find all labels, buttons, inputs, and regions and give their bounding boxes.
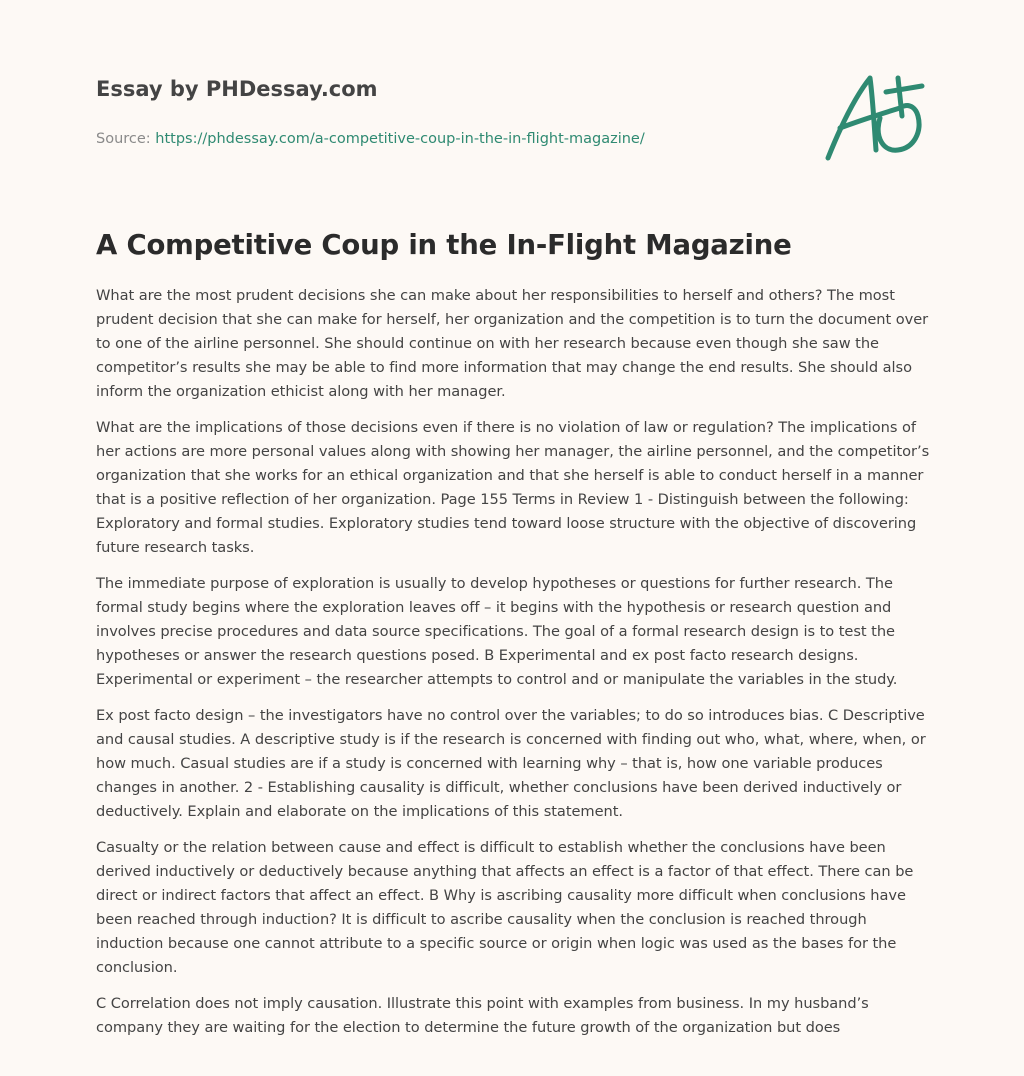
- article-paragraph: C Correlation does not imply causation. Illustrate this point with examples from business. In my husband’s company they are waiting for the election to determine the future growth of the organization but does: [96, 995, 869, 1036]
- source-label: Source:: [96, 131, 151, 147]
- a-plus-logo-icon: [818, 66, 930, 166]
- source-line: [96, 129, 796, 149]
- page-header: [96, 74, 796, 149]
- article-paragraph: Ex post facto design – the investigators have no control over the variables; to do so introduces bias. C Descriptive and causal studies. A descriptive study is if the research is concerned with finding out who, what, where, when, or how much. Casual studies are if a study is concerned with learning why – that is, how one variable produces changes in another. 2 - Establishing causality is difficult, whether conclusions have been derived inductively or deductively. Explain and elaborate on the implications of this statement.: [96, 707, 926, 820]
- article-title: A Competitive Coup in the In-Flight Magazine: [96, 229, 792, 261]
- article-paragraph: What are the implications of those decisions even if there is no violation of law or regulation? The implications of her actions are more personal values along with showing her manager, the airline personnel, and the competitor’s organization that she works for an ethical organization and that she herself is able to conduct herself in a manner that is a positive reflection of her organization. Page 155 Terms in Review 1 - Distinguish between the following: Exploratory and formal studies. Exploratory studies tend toward loose structure with the objective of discovering future research tasks.: [96, 419, 930, 556]
- article-paragraph: What are the most prudent decisions she can make about her responsibilities to herself and others? The most prudent decision that she can make for herself, her organization and the competition is to turn the document over to one of the airline personnel. She should continue on with her research because even though she saw the competitor’s results she may be able to find more information that may change the end results. She should also inform the organization ethicist along with her manager.: [96, 287, 929, 400]
- article-paragraph: The immediate purpose of exploration is usually to develop hypotheses or questions for further research. The formal study begins where the exploration leaves off – it begins with the hypothesis or research question and involves precise procedures and data source specifications. The goal of a formal research design is to test the hypotheses or answer the research questions posed. B Experimental and ex post facto research designs. Experimental or experiment – the researcher attempts to control and or manipulate the variables in the study.: [96, 575, 898, 688]
- article: [96, 226, 936, 1052]
- site-title: Essay by PHDessay.com: [96, 77, 378, 101]
- article-paragraph: Casualty or the relation between cause and effect is difficult to establish whether the conclusions have been derived inductively or deductively because anything that affects an effect is a factor of that effect. There can be direct or indirect factors that affect an effect. B Why is ascribing causality more difficult when conclusions have been reached through induction? It is difficult to ascribe causality when the conclusion is reached through induction because one cannot attribute to a specific source or origin when logic was used as the bases for the conclusion.: [96, 839, 914, 976]
- source-link[interactable]: https://phdessay.com/a-competitive-coup-in-the-in-flight-magazine/: [155, 131, 645, 147]
